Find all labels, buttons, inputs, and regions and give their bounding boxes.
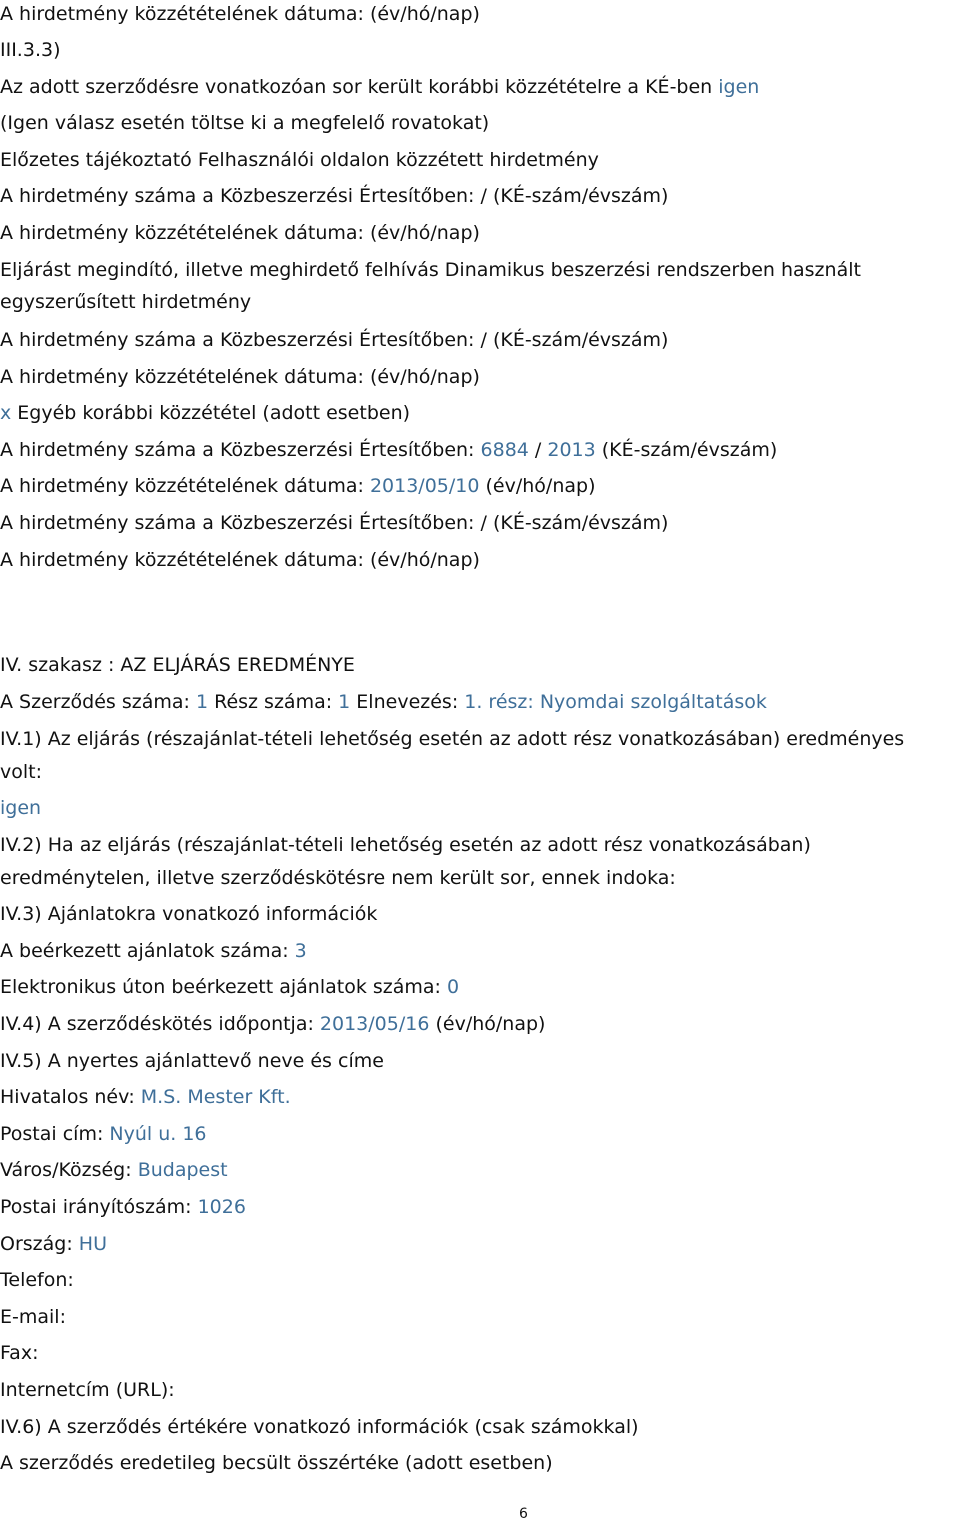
field-label: Internetcím (URL): — [0, 1379, 175, 1401]
field-label: (év/hó/nap) — [479, 475, 596, 497]
field-value: 0 — [446, 976, 460, 998]
field-label: A hirdetmény közzétételének dátuma: (év/hó/nap) — [0, 549, 480, 571]
text-line — [0, 1232, 107, 1256]
text-line — [0, 833, 811, 857]
text-line — [0, 1378, 175, 1402]
field-label: Ország: — [0, 1233, 79, 1255]
field-value: igen — [0, 797, 42, 819]
field-label: A hirdetmény közzétételének dátuma: (év/hó/nap) — [0, 222, 480, 244]
field-label: A hirdetmény száma a Közbeszerzési Értesítőben: / (KÉ-szám/évszám) — [0, 512, 669, 534]
field-label: volt: — [0, 761, 42, 783]
field-label: IV.4) A szerződéskötés időpontja: — [0, 1013, 320, 1035]
text-line — [0, 1195, 246, 1219]
field-value: 2013/05/16 — [319, 1013, 430, 1035]
field-label: Elektronikus úton beérkezett ajánlatok száma: — [0, 976, 447, 998]
field-label: A hirdetmény közzétételének dátuma: (év/hó/nap) — [0, 366, 480, 388]
text-line — [0, 1305, 66, 1329]
text-line — [0, 365, 480, 389]
text-line — [0, 1451, 553, 1475]
text-line — [0, 401, 410, 425]
field-label: Város/Község: — [0, 1159, 138, 1181]
text-line — [0, 328, 668, 352]
field-label: Rész száma: — [208, 691, 339, 713]
text-line — [0, 511, 668, 535]
text-line — [0, 438, 777, 462]
field-label: Telefon: — [0, 1269, 74, 1291]
field-label: Hivatalos név: — [0, 1086, 141, 1108]
text-line — [0, 975, 459, 999]
field-label: Fax: — [0, 1342, 39, 1364]
field-label: Eljárást megindító, illetve meghirdető felhívás Dinamikus beszerzési rendszerben használt — [0, 259, 861, 281]
text-line — [0, 38, 60, 62]
field-label: IV.3) Ajánlatokra vonatkozó információk — [0, 903, 378, 925]
field-value: 6884 — [480, 439, 529, 461]
text-line — [0, 474, 595, 498]
field-label: A beérkezett ajánlatok száma: — [0, 940, 295, 962]
text-line — [0, 1049, 384, 1073]
field-label: Előzetes tájékoztató Felhasználói oldalon közzétett hirdetmény — [0, 149, 599, 171]
text-line — [0, 727, 904, 751]
field-label: eredménytelen, illetve szerződéskötésre nem került sor, ennek indoka: — [0, 867, 676, 889]
text-line — [0, 148, 599, 172]
text-line — [0, 653, 355, 677]
field-value: 3 — [294, 940, 307, 962]
text-line — [0, 902, 377, 926]
text-line — [0, 939, 307, 963]
text-line — [0, 796, 41, 820]
field-value: 1026 — [197, 1196, 246, 1218]
field-value: 2013 — [547, 439, 596, 461]
field-label: Elnevezés: — [350, 691, 465, 713]
field-label: A Szerződés száma: — [0, 691, 196, 713]
text-line — [0, 1085, 291, 1109]
text-line — [0, 1341, 38, 1365]
field-label: Postai irányítószám: — [0, 1196, 198, 1218]
text-line — [0, 75, 759, 99]
field-label: IV.2) Ha az eljárás (részajánlat-tételi lehetőség esetén az adott rész vonatkozásában) — [0, 834, 811, 856]
text-line — [0, 1158, 228, 1182]
text-line — [0, 690, 767, 714]
field-value: x — [0, 402, 12, 424]
field-value: HU — [78, 1233, 107, 1255]
field-value: M.S. Mester Kft. — [140, 1086, 291, 1108]
field-label: IV.5) A nyertes ajánlattevő neve és címe — [0, 1050, 384, 1072]
field-value: Budapest — [137, 1159, 228, 1181]
field-label: Postai cím: — [0, 1123, 110, 1145]
field-label: A hirdetmény közzétételének dátuma: — [0, 475, 370, 497]
page-number: 6 — [519, 1506, 528, 1522]
field-label: egyszerűsített hirdetmény — [0, 291, 252, 313]
field-value: 2013/05/10 — [369, 475, 480, 497]
field-label: IV.6) A szerződés értékére vonatkozó információk (csak számokkal) — [0, 1416, 639, 1438]
text-line — [0, 111, 489, 135]
text-line — [0, 866, 676, 890]
field-label: A hirdetmény száma a Közbeszerzési Értesítőben: — [0, 439, 481, 461]
text-line — [0, 184, 668, 208]
field-label: A szerződés eredetileg becsült összértéke (adott esetben) — [0, 1452, 553, 1474]
field-value: Nyúl u. 16 — [109, 1123, 207, 1145]
field-label: (év/hó/nap) — [429, 1013, 546, 1035]
field-label: A hirdetmény száma a Közbeszerzési Értesítőben: / (KÉ-szám/évszám) — [0, 329, 669, 351]
field-value: igen — [718, 76, 760, 98]
text-line — [0, 290, 251, 314]
text-line — [0, 548, 480, 572]
field-label: IV.1) Az eljárás (részajánlat-tételi lehetőség esetén az adott rész vonatkozásában) eredményes — [0, 728, 905, 750]
field-label: E-mail: — [0, 1306, 66, 1328]
field-label: III.3.3) — [0, 39, 61, 61]
field-label: (KÉ-szám/évszám) — [595, 439, 778, 461]
field-value: 1 — [338, 691, 351, 713]
field-label: A hirdetmény közzétételének dátuma: (év/hó/nap) — [0, 3, 480, 25]
field-label: Egyéb korábbi közzététel (adott esetben) — [11, 402, 411, 424]
text-line — [0, 221, 480, 245]
field-label: / — [528, 439, 548, 461]
text-line — [0, 1012, 545, 1036]
text-line — [0, 1268, 74, 1292]
text-line — [0, 1122, 207, 1146]
field-value: 1. rész: Nyomdai szolgáltatások — [464, 691, 767, 713]
field-label: (Igen válasz esetén töltse ki a megfelelő rovatokat) — [0, 112, 490, 134]
field-value: 1 — [195, 691, 209, 713]
text-line — [0, 760, 42, 784]
text-line — [0, 2, 480, 26]
text-line — [0, 1415, 639, 1439]
field-label: Az adott szerződésre vonatkozóan sor került korábbi közzétételre a KÉ-ben — [0, 76, 719, 98]
field-label: IV. szakasz : AZ ELJÁRÁS EREDMÉNYE — [0, 654, 355, 676]
field-label: A hirdetmény száma a Közbeszerzési Értesítőben: / (KÉ-szám/évszám) — [0, 185, 669, 207]
text-line — [0, 258, 861, 282]
